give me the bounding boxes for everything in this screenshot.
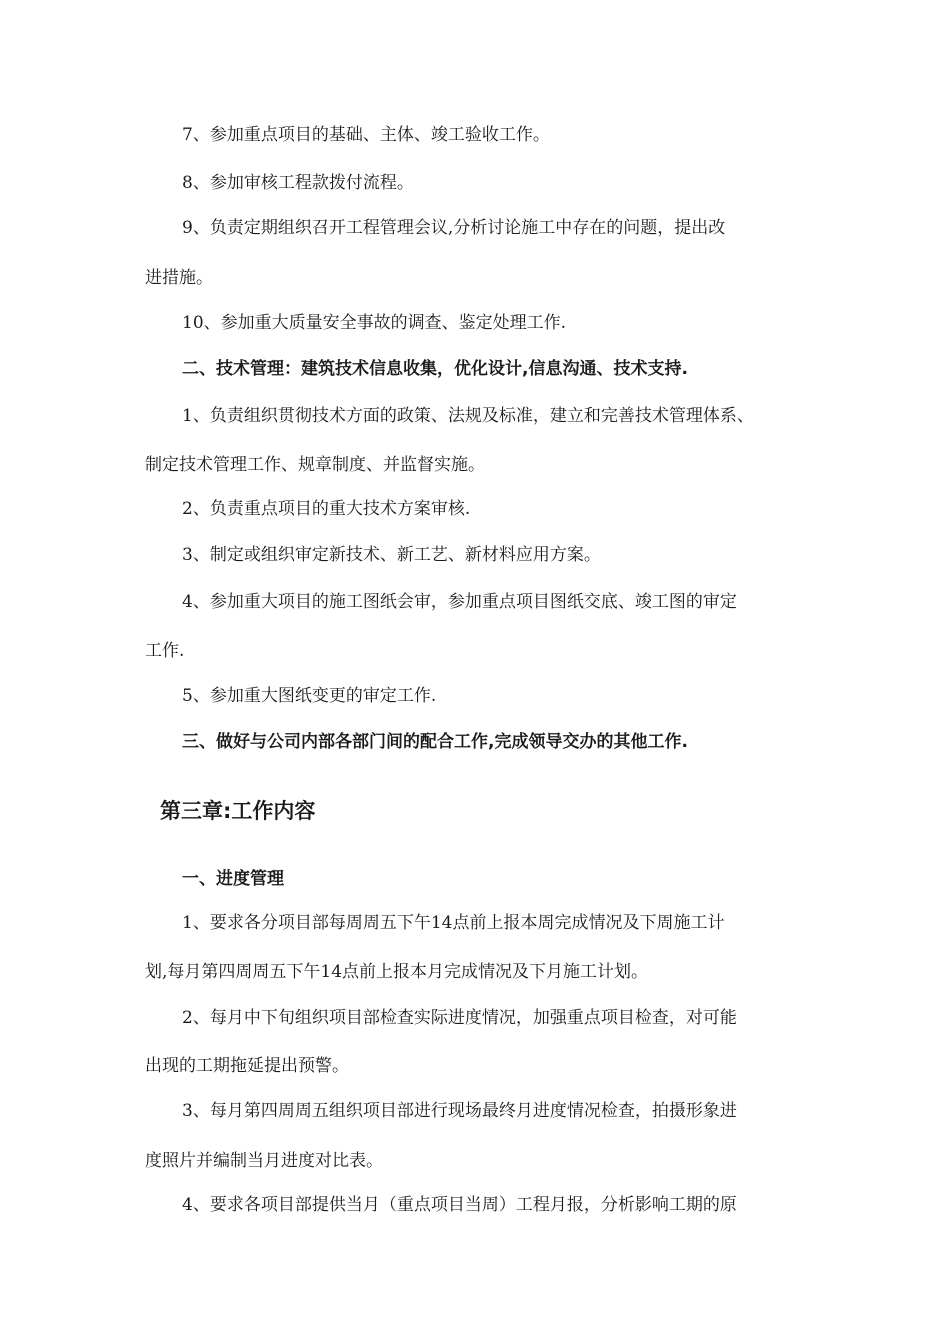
paragraph-schedule-item-3-continued: 度照片并编制当月进度对比表。 bbox=[145, 1151, 383, 1171]
paragraph-item-7: 7、参加重点项目的基础、主体、竣工验收工作。 bbox=[182, 125, 550, 145]
paragraph-item-8: 8、参加审核工程款拨付流程。 bbox=[182, 173, 414, 193]
paragraph-schedule-item-2: 2、每月中下旬组织项目部检查实际进度情况，加强重点项目检查，对可能 bbox=[182, 1008, 737, 1028]
paragraph-tech-item-4: 4、参加重大项目的施工图纸会审，参加重点项目图纸交底、竣工图的审定 bbox=[182, 592, 737, 612]
chapter-title: 第三章:工作内容 bbox=[160, 799, 316, 823]
paragraph-schedule-item-4: 4、要求各项目部提供当月（重点项目当周）工程月报，分析影响工期的原 bbox=[182, 1195, 737, 1215]
paragraph-item-9-continued: 进措施。 bbox=[145, 268, 213, 288]
paragraph-tech-item-2: 2、负责重点项目的重大技术方案审核. bbox=[182, 499, 471, 519]
paragraph-item-10: 10、参加重大质量安全事故的调查、鉴定处理工作. bbox=[182, 313, 567, 333]
section-heading-coordination: 三、做好与公司内部各部门间的配合工作,完成领导交办的其他工作. bbox=[182, 732, 688, 752]
paragraph-tech-item-4-continued: 工作. bbox=[145, 641, 185, 661]
paragraph-schedule-item-3: 3、每月第四周周五组织项目部进行现场最终月进度情况检查，拍摄形象进 bbox=[182, 1101, 737, 1121]
paragraph-tech-item-5: 5、参加重大图纸变更的审定工作. bbox=[182, 686, 437, 706]
paragraph-item-9: 9、负责定期组织召开工程管理会议,分析讨论施工中存在的问题，提出改 bbox=[182, 218, 726, 238]
paragraph-schedule-item-1: 1、要求各分项目部每周周五下午14点前上报本周完成情况及下周施工计 bbox=[182, 913, 725, 933]
paragraph-schedule-item-1-continued: 划,每月第四周周五下午14点前上报本月完成情况及下月施工计划。 bbox=[145, 962, 649, 982]
paragraph-schedule-item-2-continued: 出现的工期拖延提出预警。 bbox=[145, 1056, 349, 1076]
section-heading-schedule: 一、进度管理 bbox=[182, 869, 284, 889]
paragraph-tech-item-1: 1、负责组织贯彻技术方面的政策、法规及标准，建立和完善技术管理体系、 bbox=[182, 406, 754, 426]
paragraph-tech-item-3: 3、制定或组织审定新技术、新工艺、新材料应用方案。 bbox=[182, 545, 601, 565]
section-heading-tech-management: 二、技术管理：建筑技术信息收集，优化设计,信息沟通、技术支持. bbox=[182, 359, 688, 379]
paragraph-tech-item-1-continued: 制定技术管理工作、规章制度、并监督实施。 bbox=[145, 455, 485, 475]
